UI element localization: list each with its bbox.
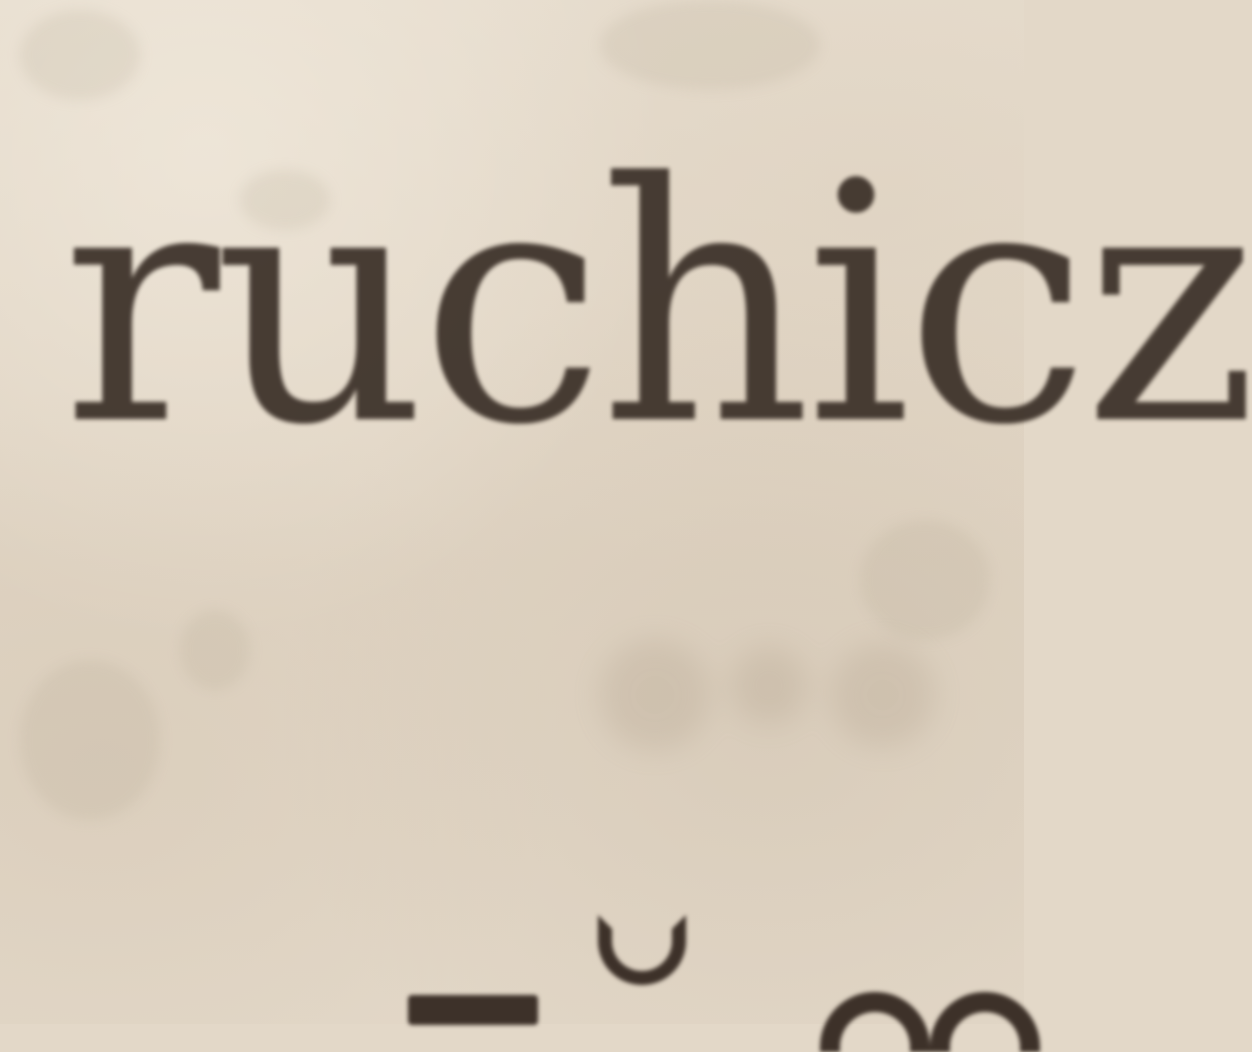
paper-stain (20, 660, 160, 820)
bleed-through-text (560, 600, 940, 790)
printed-word: ruchicz (62, 113, 1252, 497)
glyph-fragment (598, 915, 686, 985)
glyph-fragment (820, 992, 930, 1052)
paper-stain (20, 10, 140, 100)
paper-stain (180, 610, 250, 690)
glyph-fragment (930, 992, 1040, 1052)
paper-stain (600, 0, 820, 90)
next-line-fragment (400, 900, 1040, 1024)
glyph-fragment (408, 995, 538, 1025)
